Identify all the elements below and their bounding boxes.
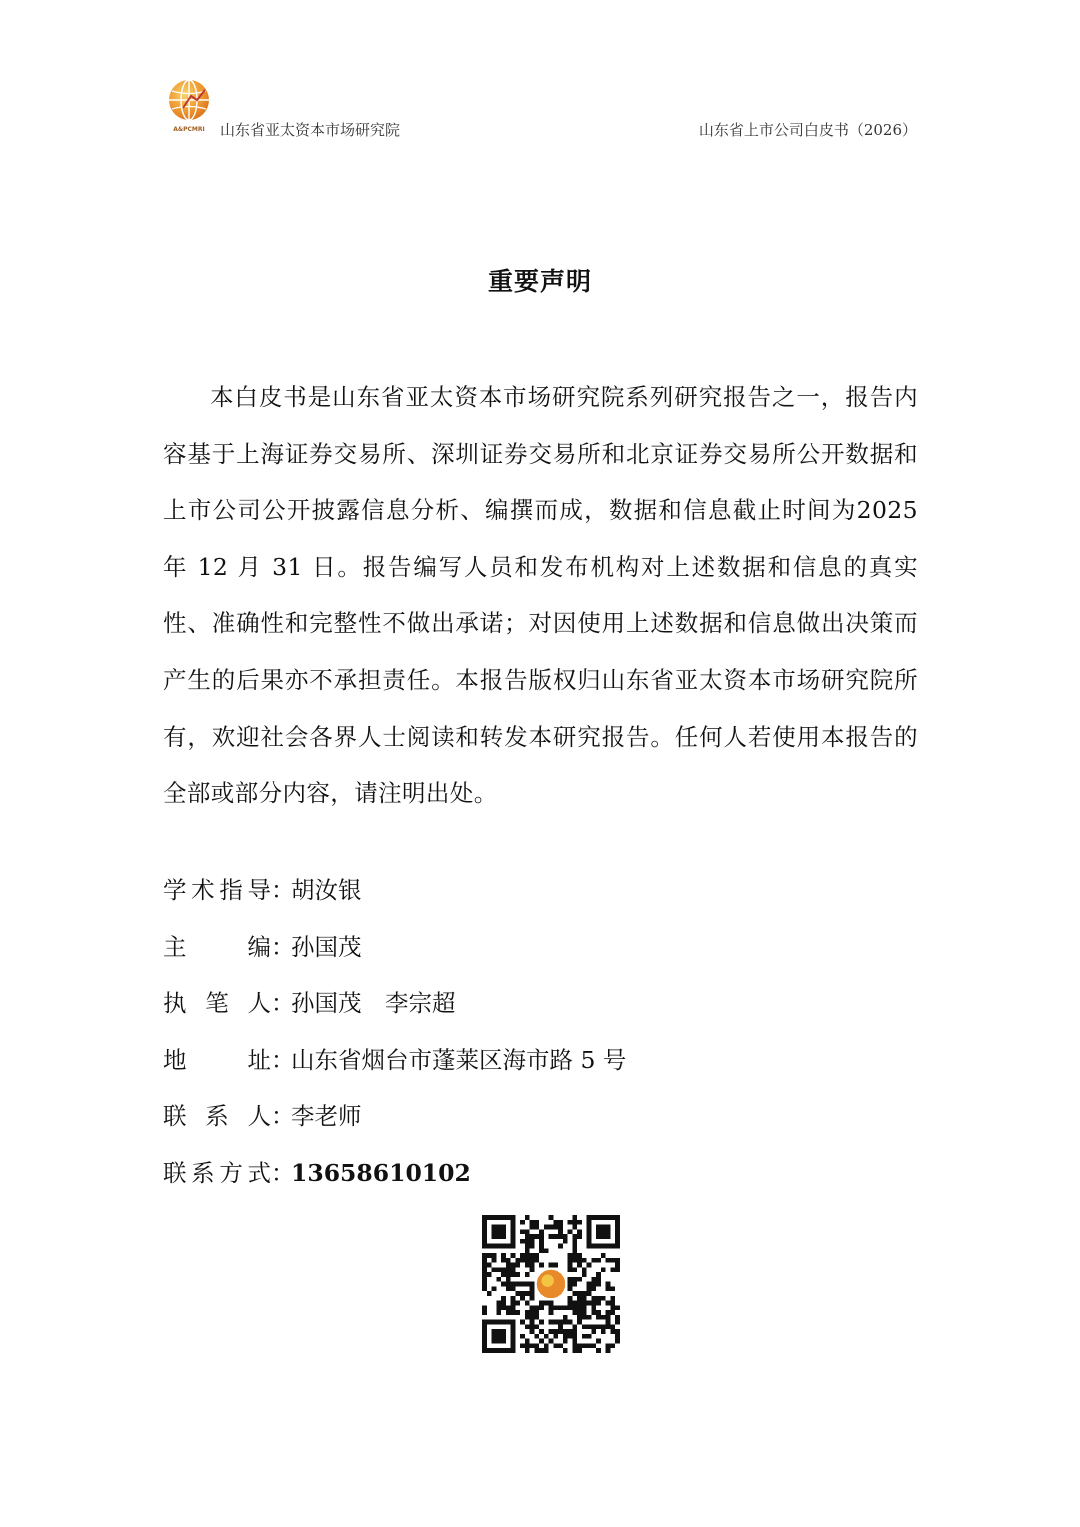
info-value: 13658610102: [291, 1158, 471, 1187]
page-header: [163, 78, 917, 138]
logo-text: A&PCMRI: [173, 126, 205, 133]
header-document-title: 山东省上市公司白皮书（2026）: [698, 121, 917, 139]
info-colon: ：: [271, 1158, 295, 1187]
info-colon: ：: [271, 1045, 295, 1074]
info-label: 学术指导: [163, 876, 271, 904]
institute-logo-icon: [163, 78, 215, 134]
info-label: 地址: [163, 1045, 271, 1074]
info-value: 李老师: [291, 1102, 362, 1131]
info-colon: ：: [271, 989, 295, 1018]
qr-code-icon: [482, 1215, 620, 1353]
page-title: 重要声明: [487, 267, 592, 296]
info-row-editor: [163, 919, 626, 976]
info-row-authors: [163, 975, 626, 1032]
info-value: 山东省烟台市蓬莱区海市路 5 号: [291, 1045, 627, 1074]
info-value: 孙国茂 李宗超: [291, 989, 456, 1018]
contact-info: [163, 862, 626, 1202]
info-row-contact-method: [163, 1145, 626, 1202]
info-label: 执笔人: [163, 989, 271, 1018]
info-label: 联系方式: [163, 1158, 271, 1187]
info-row-contact-person: [163, 1088, 626, 1145]
info-value: 孙国茂: [291, 932, 362, 961]
header-institute-name: 山东省亚太资本市场研究院: [220, 121, 401, 139]
info-colon: ：: [271, 1102, 295, 1131]
info-label: 主编: [163, 932, 271, 961]
statement-paragraph: 本白皮书是山东省亚太资本市场研究院系列研究报告之一，报告内容基于上海证券交易所、深圳证券交易所和北京证券交易所公开数据和上市公司公开披露信息分析、编撰而成，数据和信息截止时间为2025 年 12 月 31 日。报告编写人员和发布机构对上述数据和信息的真实性、准确性和完整性不做出承诺；对因使用上述数据和信息做出决策而产生的后果亦不承担责任。本报告版权归山东省亚太资本市场研究院所有，欢迎社会各界人士阅读和转发本研究报告。任何人若使用本报告的全部或部分内容，请注明出处。: [163, 383, 918, 808]
info-colon: ：: [271, 932, 295, 961]
info-row-academic-advisor: [163, 862, 626, 919]
info-value: 胡汝银: [291, 876, 362, 904]
info-label: 联系人: [163, 1102, 271, 1131]
info-row-address: [163, 1032, 626, 1089]
info-colon: ：: [271, 876, 295, 904]
